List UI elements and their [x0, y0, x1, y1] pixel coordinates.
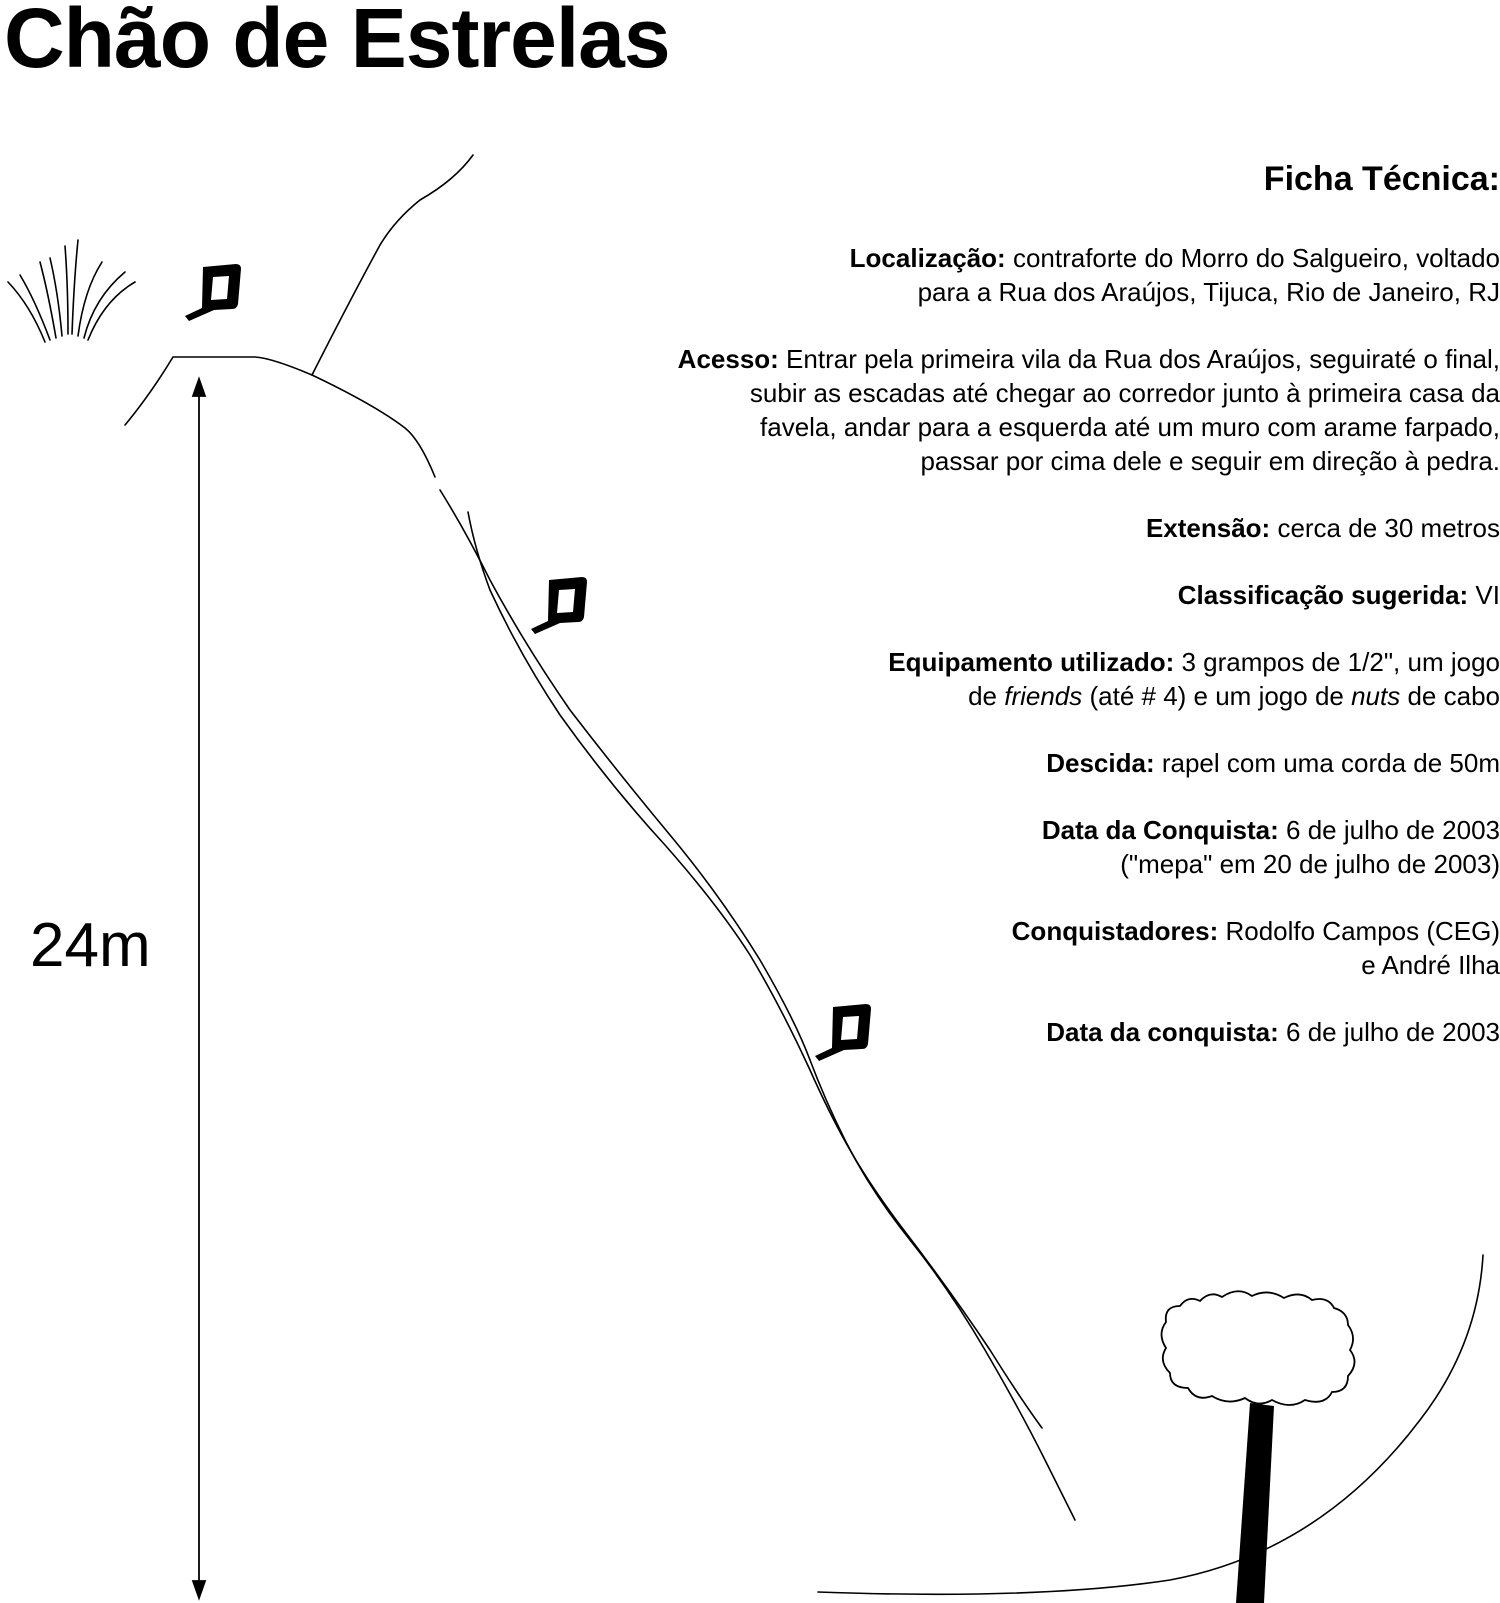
ascent-date-label: Data da conquista: — [1046, 1017, 1279, 1048]
access-text-line4: passar por cima dele e seguir em direção à pedra. — [920, 446, 1500, 477]
equipment-nuts: nuts — [1351, 681, 1401, 712]
location-label: Localização: — [849, 243, 1006, 274]
length-value: cerca de 30 metros — [1270, 513, 1500, 544]
first-ascent-date-value: 6 de julho de 2003 — [1278, 815, 1500, 846]
equipment-text-end: de cabo — [1400, 681, 1500, 712]
access-text-line3: favela, andar para a esquerda até um muro com arame farpado, — [760, 412, 1500, 443]
grass-icon — [8, 240, 135, 342]
first-ascensionists-line2: e André Ilha — [1361, 950, 1500, 981]
access-text-line2: subir as escadas até chegar ao corredor junto à primeira casa da — [749, 378, 1500, 409]
page-title: Chão de Estrelas — [4, 0, 670, 85]
descent-label: Descida: — [1046, 748, 1155, 779]
equipment-text-line1: 3 grampos de 1/2", um jogo — [1174, 647, 1500, 678]
access-text-line1: Entrar pela primeira vila da Rua dos Araújos, seguiraté o final, — [778, 344, 1500, 375]
location-text-line1: contraforte do Morro do Salgueiro, voltado — [1005, 243, 1500, 274]
grade-entry — [500, 578, 1500, 612]
length-entry — [500, 511, 1500, 545]
location-entry — [500, 241, 1500, 309]
first-ascensionists-line1: Rodolfo Campos (CEG) — [1218, 916, 1500, 947]
route-height-label: 24m — [30, 911, 151, 980]
equipment-friends: friends — [1004, 681, 1083, 712]
equipment-text-mid: (até # 4) e um jogo de — [1082, 681, 1352, 712]
height-arrow — [193, 379, 205, 1598]
equipment-entry — [500, 645, 1500, 713]
first-ascent-date-label: Data da Conquista: — [1041, 815, 1279, 846]
length-label: Extensão: — [1145, 513, 1271, 544]
access-entry — [500, 342, 1500, 478]
first-ascent-date-entry — [500, 813, 1500, 881]
first-ascensionists-label: Conquistadores: — [1011, 916, 1219, 947]
tree-icon — [1162, 1291, 1355, 1603]
equipment-label: Equipamento utilizado: — [888, 647, 1175, 678]
technical-sheet — [500, 160, 1500, 1082]
descent-value: rapel com uma corda de 50m — [1154, 748, 1500, 779]
grade-label: Classificação sugerida: — [1177, 580, 1469, 611]
first-ascent-date-note: ("mepa" em 20 de julho de 2003) — [1120, 849, 1500, 880]
first-ascensionists-entry — [500, 914, 1500, 982]
location-text-line2: para a Rua dos Araújos, Tijuca, Rio de Janeiro, RJ — [917, 277, 1500, 308]
descent-entry — [500, 746, 1500, 780]
grade-value: VI — [1468, 580, 1500, 611]
ascent-date-value: 6 de julho de 2003 — [1278, 1017, 1500, 1048]
technical-sheet-heading: Ficha Técnica: — [1263, 160, 1500, 198]
ascent-date-entry — [500, 1015, 1500, 1049]
equipment-text-de: de — [968, 681, 1005, 712]
access-label: Acesso: — [677, 344, 779, 375]
ground-line — [818, 1255, 1483, 1594]
bolt-icon — [185, 264, 241, 321]
